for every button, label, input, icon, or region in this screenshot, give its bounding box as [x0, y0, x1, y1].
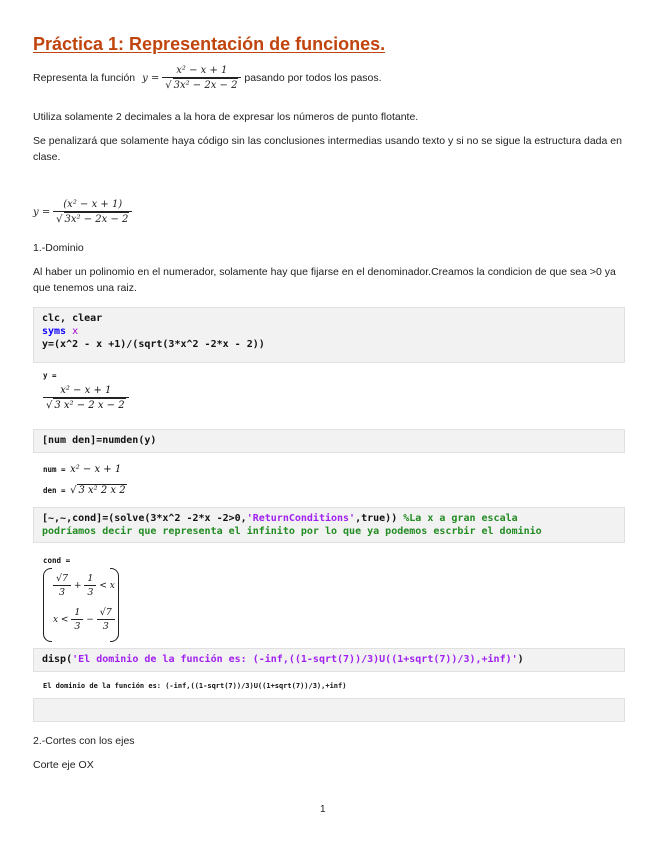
- intro-fraction: $\frac{\text{x² − x + 1}}{\text{√ 3x² − 2x − 2}}$: [162, 64, 241, 92]
- matrix-row-2: x < $\frac{1}{3}$ − $\frac{√7}{3}$: [53, 606, 115, 633]
- paragraph-domain: Al haber un polinomio en el numerador, solamente hay que fijarse en el denominador.Creamos la condicion de que sea >0 ya que tenemos una raiz.: [33, 266, 616, 294]
- intro-fraction-radicand: 3x² − 2x − 2: [173, 80, 238, 91]
- code-comment: podríamos decir que representa el infinito por lo que ya podemos escrbir el dominio: [42, 526, 542, 537]
- page-number: 1: [320, 804, 326, 815]
- intro-func-lhs: y =: [142, 72, 160, 84]
- formula-radicand: 3x² − 2x − 2: [64, 214, 129, 225]
- output-num-label: num =: [43, 465, 66, 474]
- code-line: [42, 325, 616, 338]
- intro-suffix: pasando por todos los pasos.: [244, 71, 382, 84]
- code-cell-1[interactable]: [33, 307, 625, 363]
- output-den-label: den =: [43, 486, 66, 495]
- intro-fraction-numerator: x² − x + 1: [162, 64, 241, 78]
- code-line: [~,~,cond]=(solve(3*x^2 -2*x -2>0,'ReturnConditions',true)) %La x a gran escala: [42, 513, 518, 524]
- formula-block: [33, 198, 623, 226]
- paragraph-penalty: Se penalizará que solamente haya código sin las conclusiones intermedias usando texto y si no se sigue la estructura dada en clase.: [33, 135, 622, 163]
- output-y-radicand: 3 x² − 2 x − 2: [54, 400, 125, 411]
- code-string: 'ReturnConditions': [246, 513, 356, 524]
- subsection-heading-ox: Corte eje OX: [33, 759, 94, 771]
- code-line: disp('El dominio de la función es: (-inf,((1-sqrt(7))/3)U((1+sqrt(7))/3),+inf)'): [42, 654, 524, 665]
- code-variable: x: [66, 326, 79, 337]
- code-keyword: syms: [42, 326, 67, 337]
- matrix-row-1: $\frac{√7}{3}$ + $\frac{1}{3}$ < x: [53, 572, 115, 599]
- code-line: y=(x^2 - x +1)/(sqrt(3*x^2 -2*x - 2)): [42, 339, 265, 350]
- output-num: [43, 464, 121, 475]
- output-y-label: y =: [43, 371, 57, 380]
- page-title: Práctica 1: Representación de funciones.: [33, 34, 386, 54]
- section-heading-domain: 1.-Dominio: [33, 242, 84, 254]
- intro-prefix: Representa la función: [33, 71, 136, 84]
- code-line: clc, clear: [42, 313, 103, 324]
- output-y-fraction: $\frac{\text{x² − x + 1}}{\text{√ 3 x² − 2 x − 2}}$: [43, 384, 129, 412]
- output-cond-matrix: [43, 568, 119, 640]
- output-y-numerator: x² − x + 1: [43, 384, 129, 398]
- code-cell-4[interactable]: [33, 648, 625, 672]
- code-string: 'El dominio de la función es: (-inf,((1-sqrt(7))/3)U((1+sqrt(7))/3),+inf)': [72, 654, 518, 665]
- output-den: den = √ 3 x² 2 x 2: [43, 485, 126, 496]
- code-comment: %La x a gran escala: [403, 513, 518, 524]
- code-cell-empty[interactable]: [33, 698, 625, 722]
- code-cell-2[interactable]: [33, 429, 625, 453]
- output-num-value: x² − x + 1: [70, 464, 122, 475]
- section-heading-axes: 2.-Cortes con los ejes: [33, 735, 135, 747]
- formula-fraction: $\frac{\text{(x² − x + 1)}}{\text{√ 3x² − 2x − 2}}$: [53, 198, 132, 226]
- formula-lhs: y =: [33, 206, 51, 218]
- code-cell-3[interactable]: [33, 507, 625, 543]
- code-line: [num den]=numden(y): [42, 435, 157, 446]
- paragraph-decimals: Utiliza solamente 2 decimales a la hora de expresar los números de punto flotante.: [33, 111, 419, 123]
- output-den-radicand: 3 x² 2 x 2: [78, 485, 126, 496]
- output-disp: El dominio de la función es: (-inf,((1-sqrt(7))/3)U((1+sqrt(7))/3),+inf): [43, 682, 347, 690]
- intro-paragraph: [33, 64, 623, 92]
- formula-numerator: (x² − x + 1): [53, 198, 132, 212]
- output-cond-label: cond =: [43, 556, 71, 565]
